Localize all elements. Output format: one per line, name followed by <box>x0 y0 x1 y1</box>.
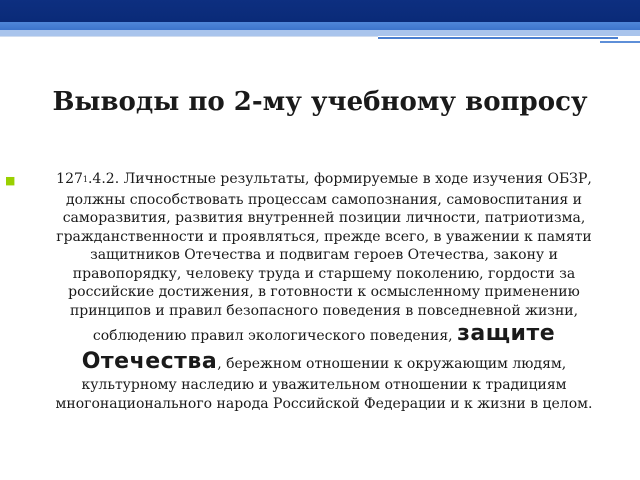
section-number-superscript: 1 <box>82 175 88 184</box>
body-paragraph <box>34 170 614 413</box>
header-accent-line-2 <box>600 41 640 43</box>
slide-title: Выводы по 2-му учебному вопросу <box>52 87 588 117</box>
paragraph-text-before: .4.2. Личностные результаты, формируемые в ходе изучения ОБЗР, должны способствовать процессам самопознания, самовоспитания и саморазвития, развития внутренней позиции личности, патриотизма, гражданственности и проявляться, прежде всего, в уважении к памяти защитников Отечества и подвигам героев Отечества, закону и правопорядку, человеку труда и старшему поколению, гордости за российские достижения, в готовности к осмысленному применению принципов и правил безопасного поведения в повседневной жизни, соблюдению правил экологического поведения, <box>56 171 592 344</box>
section-number: 127 <box>56 171 83 187</box>
slide-body <box>5 170 614 413</box>
header-accent-line-1 <box>378 37 618 39</box>
square-bullet-icon: ■ <box>5 174 16 187</box>
paragraph-text-after: , бережном отношении к окружающим людям, культурному наследию и уважительном отношении к традициям многонационального народа Российской Федерации и к жизни в целом. <box>55 356 593 412</box>
header-band-mid <box>0 22 640 30</box>
emphasized-phrase: защите Отечества <box>81 321 556 374</box>
header-decoration <box>0 0 640 44</box>
header-divider <box>0 36 378 37</box>
header-band-dark <box>0 0 640 22</box>
